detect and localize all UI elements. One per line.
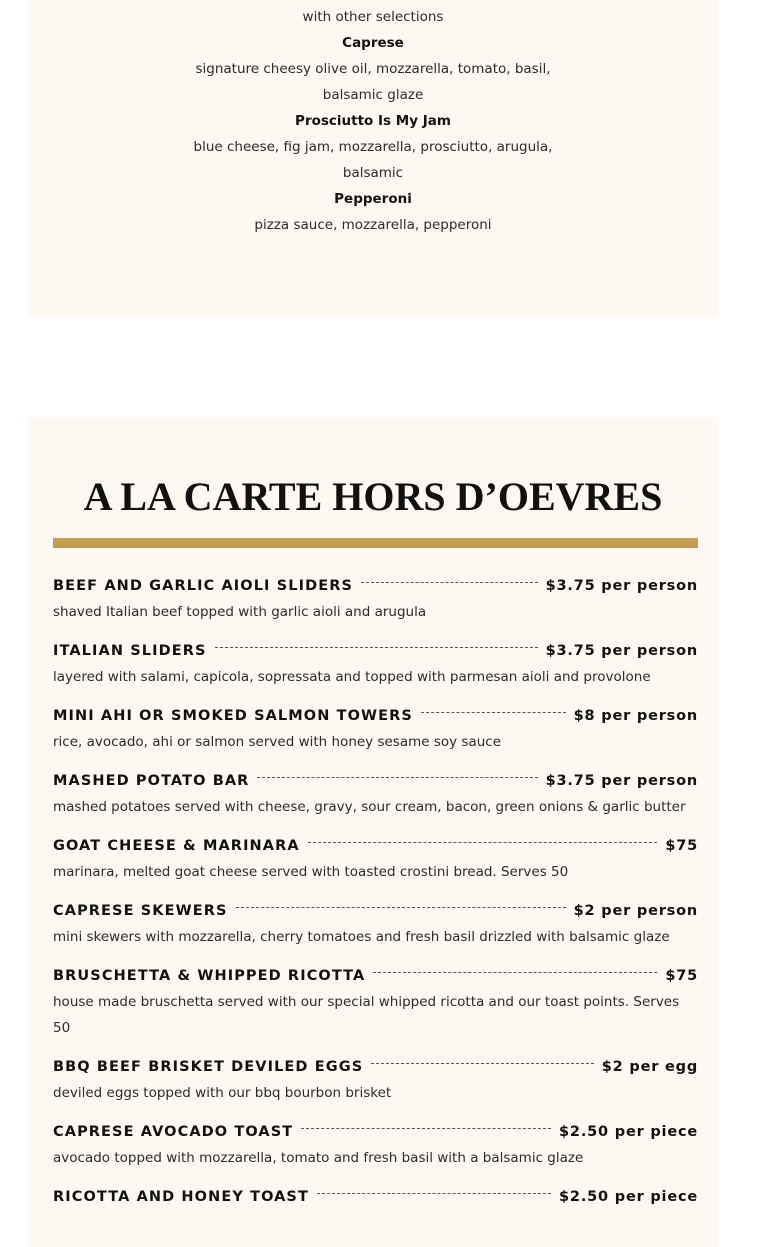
menu-item-description: deviled eggs topped with our bbq bourbon brisket bbox=[53, 1085, 392, 1101]
pizza-description: with other selections bbox=[302, 9, 444, 25]
menu-item-price: $2.50 per piece bbox=[559, 1124, 698, 1140]
menu-item-header bbox=[53, 768, 698, 794]
dotted-leader bbox=[371, 1062, 593, 1064]
menu-item-name: CAPRESE AVOCADO TOAST bbox=[53, 1124, 294, 1140]
menu-item-header bbox=[53, 1119, 698, 1145]
menu-item-price: $2 per egg bbox=[601, 1059, 698, 1075]
menu-item bbox=[53, 768, 698, 820]
pizza-description: balsamic glaze bbox=[322, 87, 424, 103]
menu-item-name: BEEF AND GARLIC AIOLI SLIDERS bbox=[53, 578, 354, 594]
menu-item bbox=[53, 1184, 698, 1210]
dotted-leader bbox=[421, 711, 566, 713]
menu-item-description: marinara, melted goat cheese served with toasted crostini bread. Serves 50 bbox=[53, 864, 569, 880]
dotted-leader bbox=[257, 776, 537, 778]
menu-item bbox=[53, 833, 698, 885]
pizza-name: Caprese bbox=[342, 35, 404, 51]
menu-item-header bbox=[53, 898, 698, 924]
dotted-leader bbox=[301, 1127, 551, 1129]
dotted-leader bbox=[373, 971, 657, 973]
menu-items bbox=[53, 573, 698, 1223]
menu-item bbox=[53, 638, 698, 690]
menu-item-header bbox=[53, 833, 698, 859]
menu-item-name: GOAT CHEESE & MARINARA bbox=[53, 838, 300, 854]
menu-item-price: $3.75 per person bbox=[545, 643, 698, 659]
menu-item-description: layered with salami, capicola, sopressata and topped with parmesan aioli and provolone bbox=[53, 669, 651, 685]
menu-item bbox=[53, 573, 698, 625]
menu-item-name: MASHED POTATO BAR bbox=[53, 773, 250, 789]
menu-item-price: $3.75 per person bbox=[545, 773, 698, 789]
pizza-description: balsamic bbox=[342, 165, 404, 181]
menu-item-description: house made bruschetta served with our special whipped ricotta and our toast points. Serves 50 bbox=[53, 994, 680, 1036]
title-divider bbox=[53, 538, 698, 548]
menu-item-price: $2 per person bbox=[573, 903, 698, 919]
pizza-name: Prosciutto Is My Jam bbox=[295, 113, 451, 129]
pizza-name: Pepperoni bbox=[334, 191, 412, 207]
menu-item bbox=[53, 898, 698, 950]
menu-item-name: MINI AHI OR SMOKED SALMON TOWERS bbox=[53, 708, 413, 724]
menu-item-description: shaved Italian beef topped with garlic aioli and arugula bbox=[53, 604, 427, 620]
dotted-leader bbox=[215, 646, 538, 648]
dotted-leader bbox=[317, 1192, 551, 1194]
menu-item-name: CAPRESE SKEWERS bbox=[53, 903, 228, 919]
menu-item bbox=[53, 703, 698, 755]
dotted-leader bbox=[236, 906, 566, 908]
menu-item-price: $75 bbox=[665, 838, 698, 854]
menu-item-description: rice, avocado, ahi or salmon served with honey sesame soy sauce bbox=[53, 734, 502, 750]
menu-item-name: RICOTTA AND HONEY TOAST bbox=[53, 1189, 309, 1205]
menu-item-price: $2.50 per piece bbox=[559, 1189, 698, 1205]
menu-item-name: ITALIAN SLIDERS bbox=[53, 643, 207, 659]
pizza-description: blue cheese, fig jam, mozzarella, prosciutto, arugula, bbox=[193, 139, 553, 155]
menu-item-name: BRUSCHETTA & WHIPPED RICOTTA bbox=[53, 968, 366, 984]
pizza-list bbox=[28, 4, 718, 238]
dotted-leader bbox=[361, 581, 538, 583]
menu-item-price: $8 per person bbox=[573, 708, 698, 724]
menu-item-description: mashed potatoes served with cheese, gravy, sour cream, bacon, green onions & garlic butter bbox=[53, 799, 686, 815]
menu-item-header bbox=[53, 573, 698, 599]
menu-item-description: avocado topped with mozzarella, tomato and fresh basil with a balsamic glaze bbox=[53, 1150, 584, 1166]
menu-item-header bbox=[53, 703, 698, 729]
pizza-section bbox=[28, 0, 718, 317]
menu-item-header bbox=[53, 1184, 698, 1210]
menu-item bbox=[53, 1119, 698, 1171]
menu-item-name: BBQ BEEF BRISKET DEVILED EGGS bbox=[53, 1059, 364, 1075]
menu-item-header bbox=[53, 1054, 698, 1080]
menu-item-header bbox=[53, 638, 698, 664]
menu-item-price: $75 bbox=[665, 968, 698, 984]
menu-item-price: $3.75 per person bbox=[545, 578, 698, 594]
pizza-description: pizza sauce, mozzarella, pepperoni bbox=[254, 217, 492, 233]
menu-item-description: mini skewers with mozzarella, cherry tomatoes and fresh basil drizzled with balsamic glaze bbox=[53, 929, 670, 945]
hors-doeuvres-section bbox=[28, 417, 718, 1247]
menu-item bbox=[53, 1054, 698, 1106]
pizza-description: signature cheesy olive oil, mozzarella, tomato, basil, bbox=[195, 61, 551, 77]
menu-item bbox=[53, 963, 698, 1041]
section-title: A LA CARTE HORS D’OEVRES bbox=[83, 474, 663, 519]
menu-item-header bbox=[53, 963, 698, 989]
dotted-leader bbox=[308, 841, 658, 843]
